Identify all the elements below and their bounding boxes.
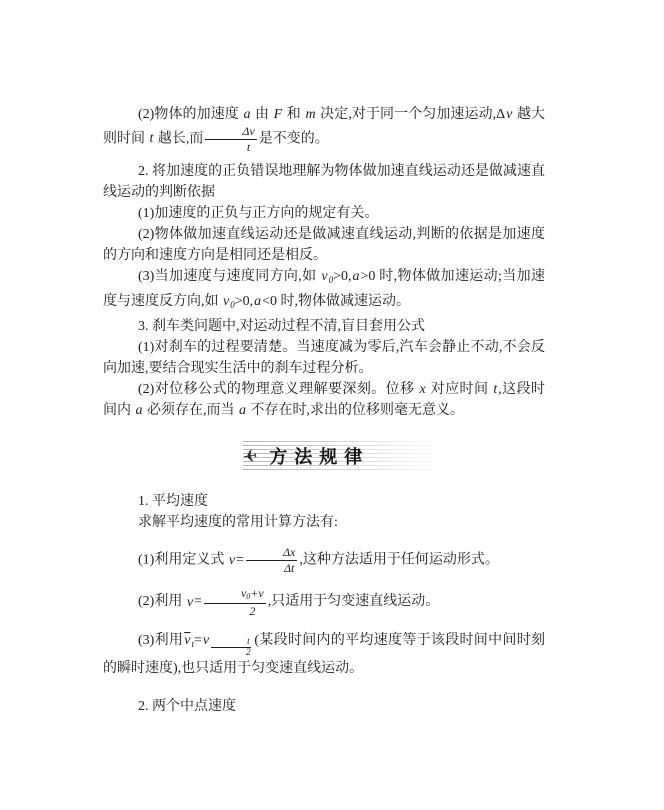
text-run: 对应时间 xyxy=(426,382,493,398)
text-run: (某段时间内的平均速度等于该段时间中间时刻的瞬时速度),也只适用于匀变速直线运动。 xyxy=(103,633,545,677)
math-variable: x xyxy=(419,382,426,398)
text-run: ,只适用于匀变速直线运动。 xyxy=(267,594,440,610)
fraction-dx-over-dt xyxy=(246,546,297,574)
fraction-numerator: t xyxy=(211,637,251,648)
equals-sign: = xyxy=(194,594,202,610)
fraction-dv-over-t xyxy=(205,125,256,153)
paragraph-braking-heading: 3. 刹车类问题中,对运动过程不清,盲目套用公式 xyxy=(138,319,425,335)
math-variable: v xyxy=(258,586,264,601)
text-run: ,这段时间内 xyxy=(103,382,546,419)
text-run: (2)对位移公式的物理意义理解要深刻。位移 xyxy=(138,382,419,398)
math-variable: v xyxy=(321,269,328,285)
text-run: 越长,而 xyxy=(154,131,204,147)
paragraph-acceleration-note xyxy=(103,104,545,153)
math-variable: a xyxy=(243,107,251,122)
math-variable: t xyxy=(493,382,498,398)
text-run: (2)利用 xyxy=(138,594,186,610)
paragraph-direction-cases xyxy=(103,266,545,316)
text-run: 和 xyxy=(283,107,305,122)
fraction-v0-plus-v-over-2 xyxy=(204,587,266,617)
paragraph-displacement-meaning xyxy=(103,379,545,421)
section-title: 方法规律 xyxy=(269,447,370,468)
text-run: (2)物体的加速度 xyxy=(138,107,243,122)
plus-sign: + xyxy=(250,586,259,601)
text-run: (1)利用定义式 xyxy=(138,552,228,568)
paragraph-mean-formula xyxy=(103,587,545,617)
text-run: 决定,对于同一个匀加速运动,Δ xyxy=(316,107,506,122)
paragraph-midtime-formula xyxy=(103,630,545,679)
fraction-denominator: 2 xyxy=(249,603,256,618)
text-run: 是不变的。 xyxy=(258,131,329,147)
math-variable: v xyxy=(240,586,247,601)
paragraph-braking-process: (1)对刹车的过程要清楚。当速度减为零后,汽车会静止不动,不会反向加速,要结合现实生活中的刹车过程分析。 xyxy=(103,340,545,377)
fraction-denominator: Δt xyxy=(283,560,295,575)
paragraph-average-velocity-heading: 1. 平均速度 xyxy=(138,494,208,510)
text-run: <0 时,物体做减速运动。 xyxy=(262,294,411,310)
text-run: (3)利用 xyxy=(138,633,184,649)
fraction-numerator xyxy=(204,587,266,603)
math-variable: a xyxy=(254,294,262,310)
paragraph-methods-intro: 求解平均速度的常用计算方法有: xyxy=(138,515,338,531)
math-variable: a xyxy=(135,403,143,419)
math-variable: m xyxy=(305,107,316,122)
text-run: 不存在时,求出的位移则毫无意义。 xyxy=(247,403,464,419)
text-run: 越大则时间 xyxy=(103,107,546,147)
math-variable: a xyxy=(239,403,246,419)
text-run: 由 xyxy=(251,107,273,122)
math-variable: v xyxy=(202,633,210,649)
equals-sign: = xyxy=(236,552,244,568)
math-subscript: t xyxy=(191,639,194,650)
fraction-denominator: t xyxy=(246,139,251,154)
fraction-numerator: Δv xyxy=(205,125,256,140)
paragraph-midpoint-velocities-heading: 2. 两个中点速度 xyxy=(138,699,236,715)
text-run: >0, xyxy=(234,294,254,310)
paragraph-sign-convention: (1)加速度的正负与正方向的规定有关。 xyxy=(138,206,379,222)
paragraph-judgment-basis: (2)物体做加速直线运动还是做减速直线运动,判断的依据是加速度的方向和速度方向是相同还是相反。 xyxy=(103,227,545,264)
equals-sign: = xyxy=(193,633,202,649)
subscript-fraction-t-over-2 xyxy=(211,637,251,658)
math-variable: v xyxy=(186,594,194,610)
math-variable: v xyxy=(228,552,236,568)
fraction-numerator: Δx xyxy=(246,546,297,561)
math-subscript: 0 xyxy=(246,592,251,602)
math-subscript: 0 xyxy=(230,300,235,311)
airplane-icon: ✈ xyxy=(241,445,259,467)
text-run: >0 时,物体做加速运动;当加速度与速度反方向,如 xyxy=(103,269,545,310)
math-variable: v xyxy=(223,294,230,310)
paragraph-definition-formula xyxy=(103,546,545,574)
math-variable: v xyxy=(506,107,513,122)
math-variable: a xyxy=(352,269,360,285)
math-variable: t xyxy=(149,131,154,147)
section-header-method-rules xyxy=(243,441,455,471)
text-run: 必须存在,而当 xyxy=(143,403,238,419)
math-subscript: 0 xyxy=(328,275,334,286)
text-run: >0, xyxy=(333,269,352,285)
text-run: (3)当加速度与速度同方向,如 xyxy=(138,269,321,285)
math-variable-vbar: $\overline{v}$ xyxy=(184,633,191,649)
paragraph-misconception-2: 2. 将加速度的正负错误地理解为物体做加速直线运动还是做减速直线运动的判断依据 xyxy=(103,164,545,201)
math-variable: F xyxy=(273,107,283,122)
text-run: ,这种方法适用于任何运动形式。 xyxy=(299,552,499,568)
fraction-denominator: 2 xyxy=(246,647,251,658)
